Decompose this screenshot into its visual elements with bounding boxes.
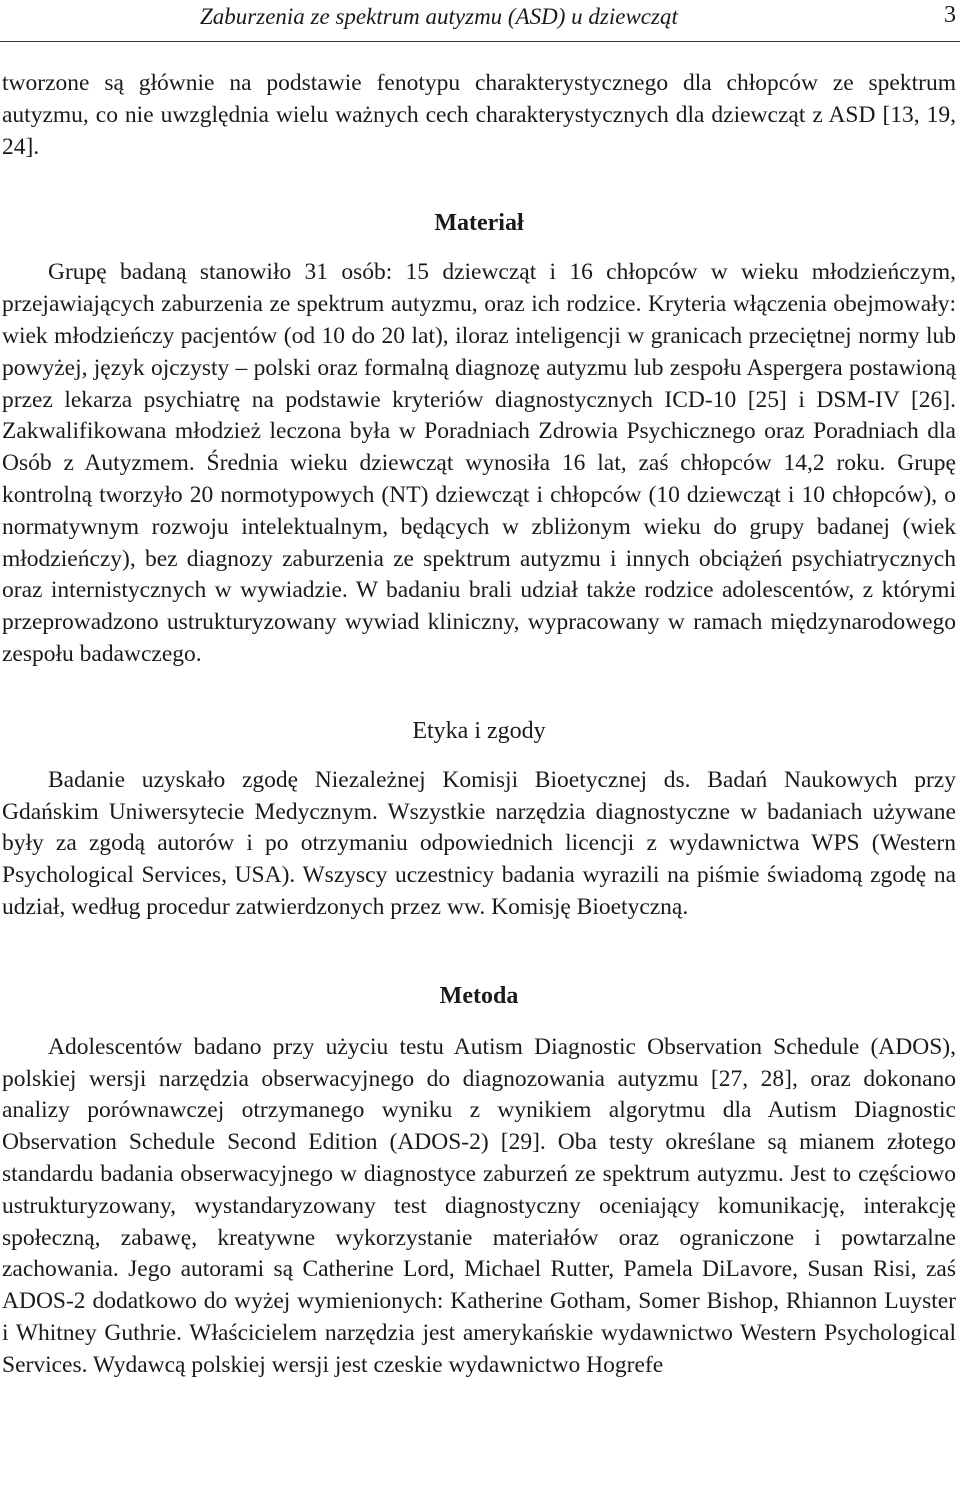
page-number: 3 [944,2,956,28]
section-heading-ethics: Etyka i zgody [412,717,546,744]
document-body [2,68,956,1382]
section-heading-method: Metoda [439,982,519,1009]
running-title: Zaburzenia ze spektrum autyzmu (ASD) u dziewcząt [200,4,678,29]
ethics-paragraph: Badanie uzyskało zgodę Niezależnej Komisji Bioetycznej ds. Badań Naukowych przy Gdańskim Uniwersytecie Medycznym. Wszystkie narzędzia diagnostyczne w badaniach używane były za zgodą autorów i po otrzymaniu odpowiednich licencji z wydawnictwa WPS (Western Psychological Services, USA). Wszyscy uczestnicy badania wyrazili na piśmie świadomą zgodę na udział, według procedur zatwierdzonych przez ww. Komisję Bioetyczną. [2,766,956,920]
material-paragraph: Grupę badaną stanowiło 31 osób: 15 dziewcząt i 16 chłopców w wieku młodzieńczym, przejawiających zaburzenia ze spektrum autyzmu, oraz ich rodzice. Kryteria włączenia obejmowały: wiek młodzieńczy pacjentów (od 10 do 20 lat), iloraz inteligencji w granicach przeciętnej normy lub powyżej, język ojczysty – polski oraz formalną diagnozę autyzmu lub zespołu Aspergera postawioną przez lekarza psychiatrę na podstawie kryteriów diagnostycznych ICD-10 [25] i DSM-IV [26]. Zakwalifikowana młodzież leczona była w Poradniach Zdrowia Psychicznego oraz Poradniach dla Osób z Autyzmem. Średnia wieku dziewcząt wynosiła 16 lat, zaś chłopców 14,2 roku. Grupę kontrolną tworzyło 20 normotypowych (NT) dziewcząt i chłopców (10 dziewcząt i 10 chłopców), o normatywnym rozwoju intelektualnym, będących w zbliżonym wieku do grupy badanej (wiek młodzieńczy), bez diagnozy zaburzenia ze spektrum autyzmu i innych obciążeń psychiatrycznych oraz internistycznych w wywiadzie. W badaniu brali udział także rodzice adolescentów, z którymi przeprowadzono ustrukturyzowany wywiad kliniczny, wypracowany w ramach międzynarodowego zespołu badawczego. [2,259,956,667]
running-header [0,0,960,42]
method-paragraph: Adolescentów badano przy użyciu testu Autism Diagnostic Observation Schedule (ADOS), polskiej wersji narzędzia obserwacyjnego do diagnozowania autyzmu [27, 28], oraz dokonano analizy porównawczej otrzymanego wyniku z wynikiem algorytmu dla Autism Diagnostic Observation Schedule Second Edition (ADOS-2) [29]. Oba testy określane są mianem złotego standardu badania obserwacyjnego w diagnostyce zaburzeń ze spektrum autyzmu. Jest to częściowo ustrukturyzowany, wystandaryzowany test diagnostyczny oceniający komunikację, interakcję społeczną, zabawę, kreatywne wykorzystanie materiałów oraz ograniczone i powtarzalne zachowania. Jego autorami są Catherine Lord, Michael Rutter, Pamela DiLavore, Susan Risi, zaś ADOS-2 dodatkowo do wyżej wymienionych: Katherine Gotham, Somer Bishop, Rhiannon Luyster i Whitney Guthrie. Właścicielem narzędzia jest amerykańskie wydawnictwo Western Psychological Services. Wydawcą polskiej wersji jest czeskie wydawnictwo Hogrefe [2,1033,956,1378]
intro-paragraph: tworzone są głównie na podstawie fenotypu charakterystycznego dla chłopców ze spektrum autyzmu, co nie uwzględnia wielu ważnych cech charakterystycznych dla dziewcząt z ASD [13, 19, 24]. [2,70,956,160]
section-heading-material: Materiał [434,210,524,237]
